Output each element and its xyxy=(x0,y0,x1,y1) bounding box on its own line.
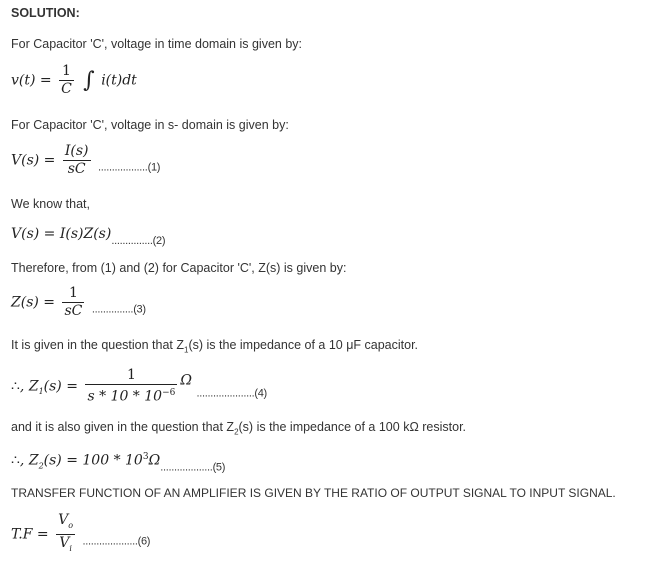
eq7-leader-dots: .................... xyxy=(82,535,138,548)
eq2-denominator: sC xyxy=(67,161,86,177)
eq7-denominator xyxy=(56,535,75,557)
eq7-fraction xyxy=(56,512,75,557)
eq3-leader-dots: ............... xyxy=(111,235,153,247)
eq2-reference: (1) xyxy=(147,161,161,174)
eq4-fraction xyxy=(62,285,84,320)
eq4-leader-dots: ............... xyxy=(91,303,134,316)
text-line-capacitor-given xyxy=(11,338,418,355)
eq5-reference: (4) xyxy=(254,387,267,400)
line6-sub: 2 xyxy=(234,427,239,437)
eq5-lhs-post: (s) = xyxy=(43,378,78,395)
text-line-time-domain: For Capacitor 'C', voltage in time domain is given by: xyxy=(11,37,303,51)
eq4-lhs: Z(s) = xyxy=(11,294,56,311)
equation-1 xyxy=(11,143,160,178)
eq6-rhs-pre: (s) = 100 * 10 xyxy=(43,452,143,469)
integral-sign-icon: ∫ xyxy=(83,68,95,93)
eq7-reference: (6) xyxy=(137,535,151,548)
eq5-denominator xyxy=(85,385,177,406)
line5-post: (s) is the impedance of a 10 μF capacitor. xyxy=(188,338,419,352)
eq1-rhs: i(t)dt xyxy=(101,72,137,89)
eq3-expression: V(s) = I(s)Z(s) xyxy=(11,226,112,242)
eq1-denominator: C xyxy=(61,81,72,97)
line5-pre: It is given in the question that Z xyxy=(11,338,185,352)
eq5-lhs-pre: , Z xyxy=(19,378,39,395)
eq5-unit: Ω xyxy=(180,372,193,389)
eq5-fraction xyxy=(85,367,177,406)
eq5-lhs-sub: 1 xyxy=(38,387,44,397)
equation-6 xyxy=(11,512,150,557)
eq5-den-pre: s * 10 * 10 xyxy=(87,388,163,405)
eq7-den-sub: i xyxy=(69,543,72,553)
equation-time-domain xyxy=(11,63,137,98)
eq6-lhs-pre: , Z xyxy=(19,452,39,469)
line6-pre: and it is also given in the question that Z xyxy=(11,420,235,434)
eq7-num-sub: o xyxy=(68,520,74,530)
text-line-transfer-function: TRANSFER FUNCTION OF AN AMPLIFIER IS GIVEN BY THE RATIO OF OUTPUT SIGNAL TO INPUT SIGNAL. xyxy=(11,486,616,500)
eq6-rhs-exponent: 3 xyxy=(142,452,149,462)
eq5-numerator: 1 xyxy=(85,367,177,385)
solution-heading: SOLUTION: xyxy=(11,6,80,20)
line5-sub: 1 xyxy=(184,345,189,355)
eq6-rhs-unit: Ω xyxy=(148,452,161,469)
eq4-numerator: 1 xyxy=(62,285,84,303)
equation-2 xyxy=(11,226,165,247)
equation-4 xyxy=(11,367,267,406)
eq4-reference: (3) xyxy=(133,303,146,316)
equation-5 xyxy=(11,452,225,474)
text-line-s-domain: For Capacitor 'C', voltage in s- domain is given by: xyxy=(11,118,289,132)
eq7-num-pre: V xyxy=(58,512,69,528)
eq1-fraction xyxy=(59,63,74,98)
eq2-numerator: I(s) xyxy=(64,143,89,159)
text-line-therefore: Therefore, from (1) and (2) for Capacitor 'C', Z(s) is given by: xyxy=(11,261,347,275)
text-line-resistor-given xyxy=(11,420,466,437)
therefore-icon: ∴ xyxy=(11,378,20,395)
equation-3 xyxy=(11,285,146,320)
eq2-fraction xyxy=(63,143,91,178)
therefore-icon-2: ∴ xyxy=(11,452,20,469)
eq7-numerator xyxy=(56,512,75,535)
eq4-denominator: sC xyxy=(64,303,83,319)
eq5-leader-dots: ..................... xyxy=(196,387,255,400)
eq1-lhs: v(t) = xyxy=(11,72,52,89)
eq2-leader-dots: .................. xyxy=(97,161,148,174)
eq2-lhs: V(s) = xyxy=(11,152,56,169)
text-line-we-know: We know that, xyxy=(11,197,90,211)
eq5-den-exponent: −6 xyxy=(162,388,176,398)
eq6-lhs-sub: 2 xyxy=(38,461,44,471)
eq7-lhs: T.F = xyxy=(11,526,49,543)
line6-post: (s) is the impedance of a 100 kΩ resistor. xyxy=(238,420,467,434)
eq1-numerator: 1 xyxy=(59,63,74,81)
eq3-reference: (2) xyxy=(152,235,166,247)
eq6-reference: (5) xyxy=(212,461,226,474)
eq7-den-pre: V xyxy=(59,534,70,551)
eq6-leader-dots: ................... xyxy=(160,461,213,474)
